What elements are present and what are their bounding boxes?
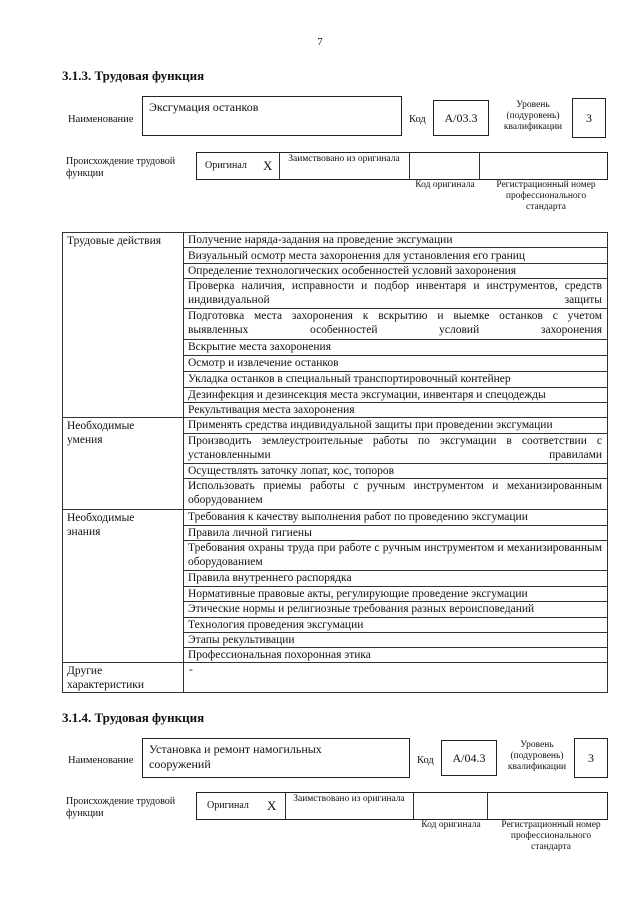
knowledge-item: Профессиональная похоронная этика [188,649,371,661]
code-field: А/04.3 [441,740,497,776]
knowledge-item: Правила внутреннего распорядка [188,572,352,584]
original-label: Оригинал [205,160,247,171]
original-mark: X [267,798,277,813]
name-field [142,738,410,778]
knowledge-item: Правила личной гигиены [188,527,312,539]
labor-action-item: Проверка наличия, исправности и подбор инвентаря и инструментов, средств индивидуальной защиты [188,280,602,306]
level-field: 3 [572,98,606,138]
borrowed-label: Заимствовано из оригинала [288,154,400,164]
name-label: Наименование [68,114,134,125]
knowledge-item: Требования охраны труда при работе с ручным инструментом и механизированным оборудованием [188,542,602,568]
original-label: Оригинал [207,800,249,811]
origin-label: Происхождение трудовой функции [66,156,176,179]
name-value: Эксгумация останков [149,100,259,114]
origin-table [196,152,608,180]
knowledge-item: Технология проведения эксгумации [188,619,364,631]
page-number: 7 [317,36,323,48]
origin-label: Происхождение трудовой функции [66,796,176,819]
level-label: Уровень (подуровень) квалификации [507,740,567,772]
code-label: Код [409,114,426,125]
labor-action-item: Визуальный осмотр места захоронения для установления его границ [188,250,526,262]
labor-action-item: Дезинфекция и дезинсекция места эксгумации, инвентаря и спецодежды [188,389,546,401]
code-original-label: Код оригинала [421,820,481,830]
labor-action-item: Получение наряда-задания на проведение эксгумации [188,234,453,246]
level-field: 3 [574,738,608,778]
name-value: Установка и ремонт намогильных сооружений [149,742,322,771]
level-label: Уровень (подуровень) квалификации [503,100,563,132]
other-value: - [189,664,193,676]
borrowed-label: Заимствовано из оригинала [293,794,405,804]
labor-action-item: Рекультивация места захоронения [188,404,355,416]
labor-action-item: Осмотр и извлечение останков [188,357,339,369]
knowledge-item: Этические нормы и религиозные требования разных вероисповеданий [188,603,535,615]
section-title-313: 3.1.3. Трудовая функция [62,68,205,83]
skill-item: Использовать приемы работы с ручным инструментом и механизированным оборудованием [188,480,602,506]
knowledge-item: Требования к качеству выполнения работ по проведению эксгумации [188,511,528,523]
code-label: Код [417,755,434,766]
reg-number-label: Регистрационный номер профессионального стандарта [496,180,596,212]
labor-action-item: Подготовка места захоронения к вскрытию и выемке останков с учетом выявленных особенностей условий захоронения [188,310,602,336]
knowledge-item: Нормативные правовые акты, регулирующие проведение эксгумации [188,588,528,600]
other-label: Другие характеристики [67,665,145,691]
labor-action-item: Вскрытие места захоронения [188,341,331,353]
name-label: Наименование [68,755,134,766]
section-title-314: 3.1.4. Трудовая функция [62,710,205,725]
original-mark: X [263,158,273,173]
name-field [142,96,402,136]
reg-number-label: Регистрационный номер профессионального стандарта [501,820,601,852]
labor-action-item: Укладка останков в специальный транспортировочный контейнер [188,373,511,385]
skill-item: Осуществлять заточку лопат, кос, топоров [188,465,395,477]
skill-item: Производить землеустроительные работы по эксгумации в соответствии с установленными правилами [188,435,602,461]
code-field: А/03.3 [433,100,489,136]
knowledge-item: Этапы рекультивации [188,634,295,646]
knowledge-label: Необходимые знания [67,512,135,538]
skills-label: Необходимые умения [67,420,135,446]
function-table [62,232,608,692]
code-original-label: Код оригинала [415,180,475,190]
labor-action-item: Определение технологических особенностей условий захоронения [188,265,517,277]
origin-table [196,792,608,820]
skill-item: Применять средства индивидуальной защиты при проведении эксгумации [188,419,553,431]
labor-actions-label: Трудовые действия [67,235,162,247]
